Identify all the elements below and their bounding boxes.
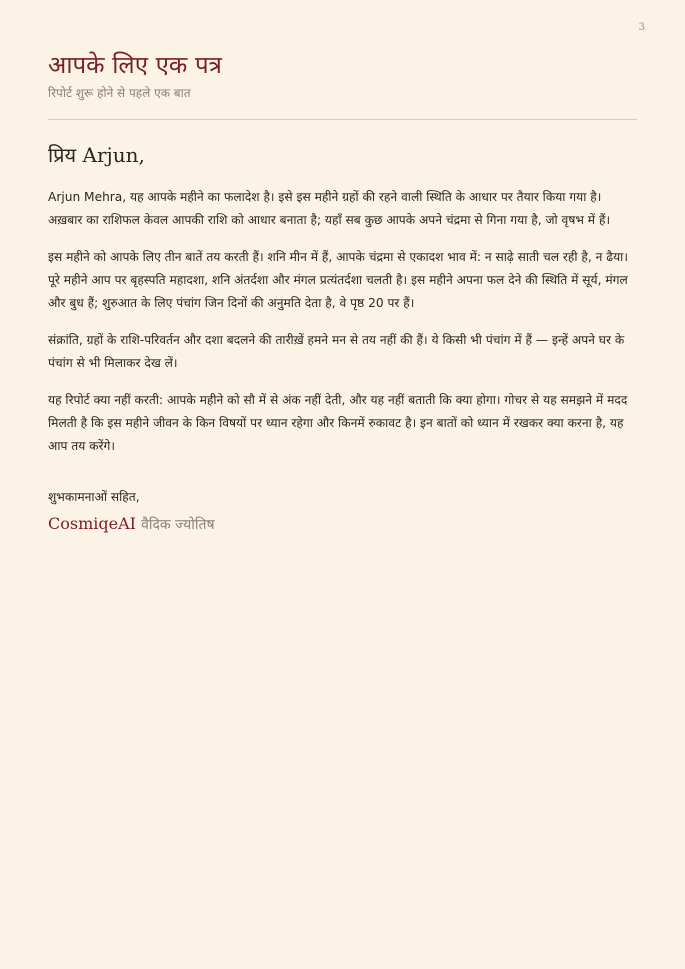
signature-brand: CosmiqeAI: [48, 514, 136, 533]
signature: [48, 512, 638, 537]
paragraph-intro: Arjun Mehra, यह आपके महीने का फलादेश है। इसे इस महीने ग्रहों की रहने वाली स्थिति के आधार पर तैयार किया गया है। अख़बार का राशिफल केवल आपकी राशि को आधार बनाता है; यहाँ सब कुछ आपके अपने चंद्रमा से गिना गया है, जो वृषभ में हैं।: [48, 190, 611, 227]
letter-body: [48, 140, 638, 537]
page-title: आपके लिए एक पत्र: [48, 51, 222, 79]
closing-line: शुभकामनाओं सहित,: [48, 490, 140, 504]
signature-tail: वैदिक ज्योतिष: [141, 517, 215, 533]
paragraph-dates: संक्रांति, ग्रहों के राशि-परिवर्तन और दशा बदलने की तारीख़ें हमने मन से तय नहीं की हैं। ये किसी भी पंचांग में हैं — इन्हें अपने घर के पंचांग से भी मिलाकर देख लें।: [48, 333, 625, 370]
header-divider: [48, 119, 637, 120]
letter-header: [48, 48, 637, 102]
page-subtitle: रिपोर्ट शुरू होने से पहले एक बात: [48, 86, 191, 100]
salutation: प्रिय Arjun,: [48, 143, 145, 167]
paragraph-limitations: यह रिपोर्ट क्या नहीं करती: आपके महीने को सौ में से अंक नहीं देती, और यह नहीं बताती कि क्या होगा। गोचर से यह समझने में मदद मिलती है कि इस महीने जीवन के किन विषयों पर ध्यान रहेगा और किनमें रुकावट है। इन बातों को ध्यान में रखकर क्या करना है, यह आप तय करेंगे।: [48, 393, 628, 453]
paragraph-three-factors: इस महीने को आपके लिए तीन बातें तय करती हैं। शनि मीन में हैं, आपके चंद्रमा से एकादश भाव में: न साढ़े साती चल रही है, न ढैया। पूरे महीने आप पर बृहस्पति महादशा, शनि अंतर्दशा और मंगल प्रत्यंतर्दशा चलती है। इस महीने अपना फल देने की स्थिति में सूर्य, मंगल और बुध हैं; शुरुआत के लिए पंचांग जिन दिनों की अनुमति देता है, वे पृष्ठ 20 पर हैं।: [48, 250, 628, 310]
page-number: 3: [638, 22, 645, 33]
